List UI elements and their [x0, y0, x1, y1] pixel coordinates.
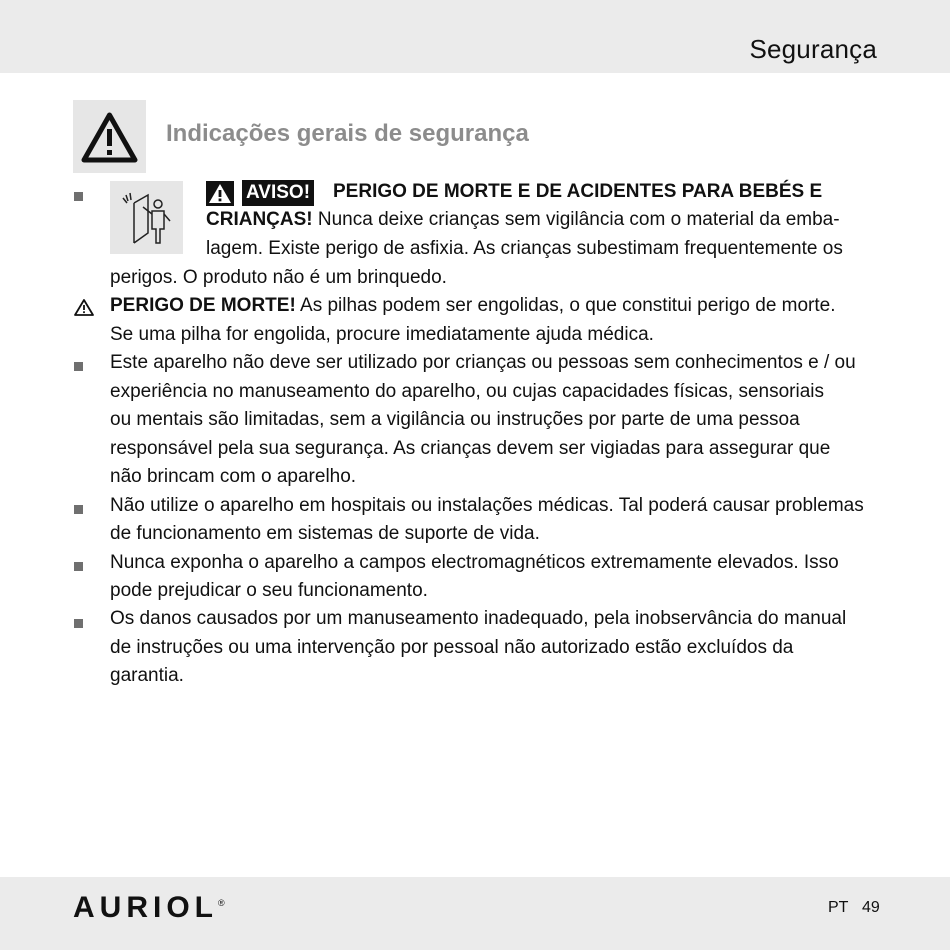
list-item-line: não brincam com o aparelho. — [110, 466, 357, 487]
warning-icon-box — [73, 100, 146, 173]
list-item-line: experiência no manuseamento do aparelho, ou cujas capacidades físicas, sensoriais — [110, 381, 824, 402]
list-item-line: de funcionamento em sistemas de suporte de vida. — [110, 523, 540, 544]
list-item-line: Nunca exponha o aparelho a campos electromagnéticos extremamente elevados. Isso — [110, 552, 839, 573]
brand-name: AURIOL — [73, 891, 218, 924]
child-warning-line — [206, 206, 840, 235]
battery-warning-line: Se uma pilha for engolida, procure imediatamente ajuda médica. — [110, 324, 654, 345]
warning-triangle-icon — [73, 100, 146, 173]
child-warning-line: perigos. O produto não é um brinquedo. — [110, 267, 447, 288]
list-item-line: de instruções ou uma intervenção por pessoal não autorizado estão excluídos da — [110, 637, 794, 658]
list-bullet — [74, 362, 83, 371]
battery-warning-text: As pilhas podem ser engolidas, o que constitui perigo de morte. — [295, 295, 836, 316]
battery-warning-heading: PERIGO DE MORTE! — [110, 295, 296, 316]
battery-warning-line — [110, 292, 836, 321]
page-title: Segurança — [749, 34, 877, 64]
list-bullet — [74, 505, 83, 514]
list-bullet — [74, 619, 83, 628]
list-item-line: Os danos causados por um manuseamento inadequado, pela inobservância do manual — [110, 608, 847, 629]
child-warning-heading-cont: CRIANÇAS! — [206, 209, 313, 230]
aviso-badge: AVISO! — [242, 180, 314, 206]
list-item-line: ou mentais são limitadas, sem a vigilância ou instruções por parte de uma pessoa — [110, 409, 800, 430]
child-packaging-icon — [110, 181, 183, 254]
page-number: 49 — [862, 899, 880, 916]
registered-mark: ® — [218, 898, 225, 908]
warning-triangle-icon — [206, 181, 234, 206]
list-item-line: Este aparelho não deve ser utilizado por crianças ou pessoas sem conhecimentos e / ou — [110, 352, 856, 373]
child-warning-line: lagem. Existe perigo de asfixia. As crianças subestimam frequentemente os — [206, 238, 843, 259]
language-code: PT — [828, 899, 849, 916]
section-title: Indicações gerais de segurança — [166, 120, 529, 147]
child-warning-text: Nunca deixe crianças sem vigilância com o material da emba- — [312, 209, 840, 230]
list-bullet — [74, 192, 83, 201]
brand-logo — [73, 891, 225, 925]
list-item-line: responsável pela sua segurança. As crianças devem ser vigiadas para assegurar que — [110, 438, 831, 459]
list-item-line: pode prejudicar o seu funcionamento. — [110, 580, 428, 601]
list-item-line: garantia. — [110, 665, 184, 686]
list-bullet — [74, 562, 83, 571]
child-warning-heading: PERIGO DE MORTE E DE ACIDENTES PARA BEBÉS E — [333, 181, 823, 202]
list-item-line: Não utilize o aparelho em hospitais ou instalações médicas. Tal poderá causar problemas — [110, 495, 864, 516]
warning-triangle-icon — [73, 298, 95, 317]
